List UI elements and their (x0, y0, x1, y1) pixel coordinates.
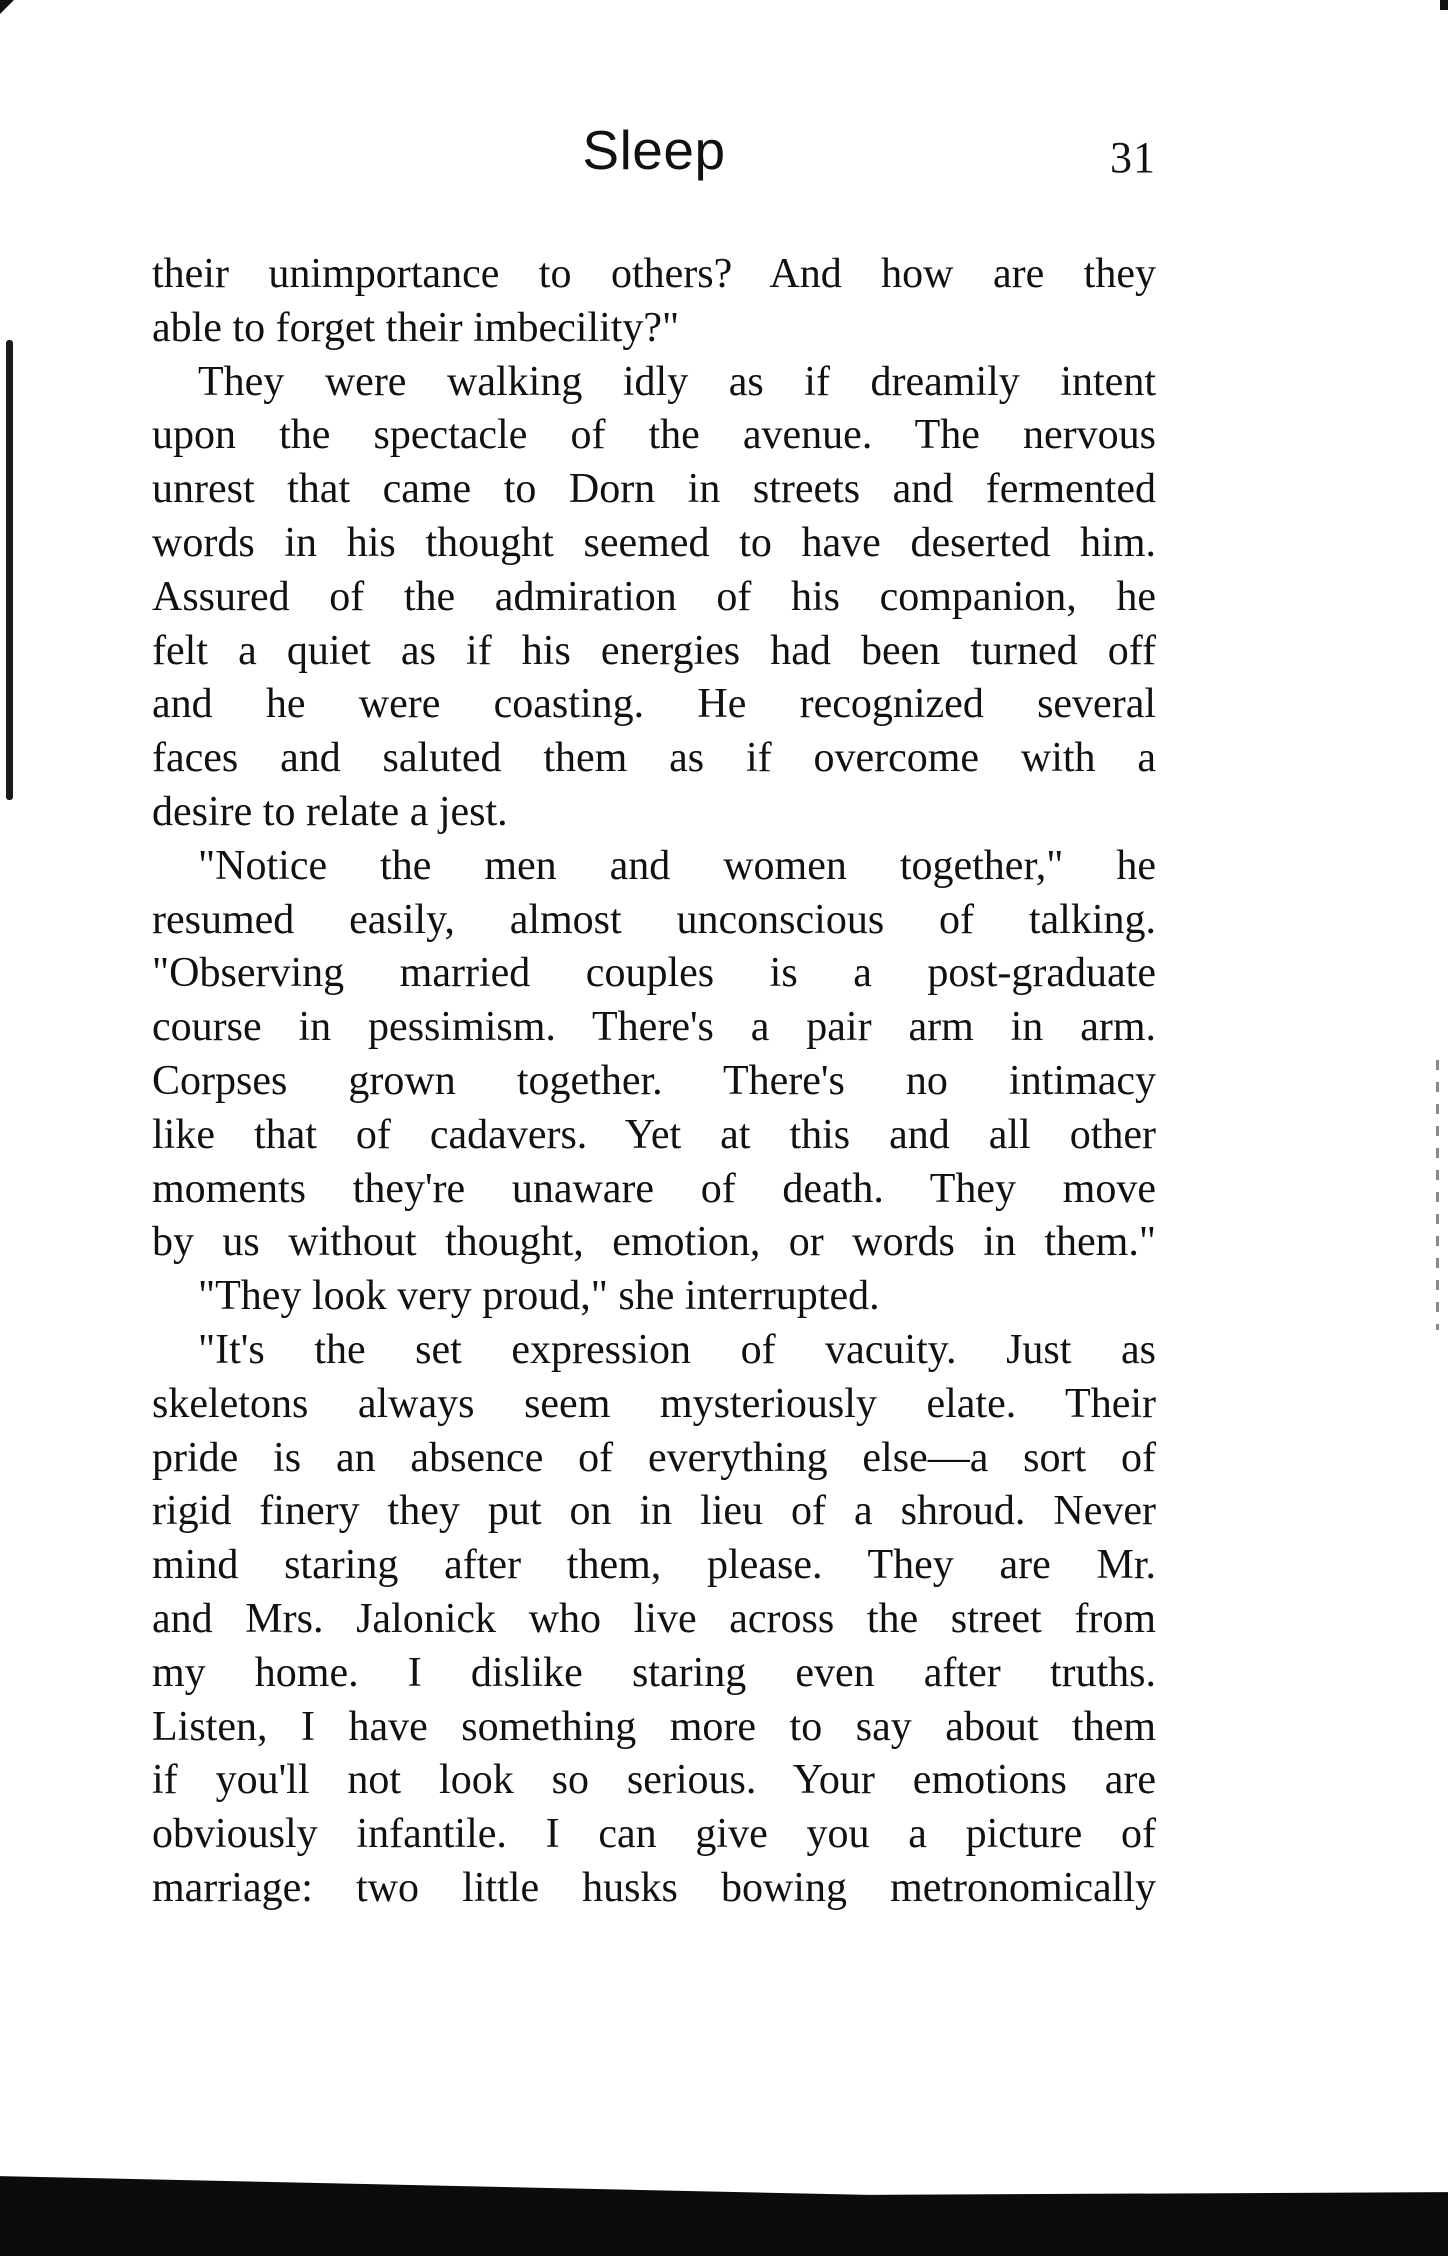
page-header (152, 118, 1156, 198)
text-line: "They look very proud," she interrupted. (198, 1273, 880, 1320)
text-line: marriage: two little husks bowing metronomically (152, 1864, 1156, 1911)
text-line: and Mrs. Jalonick who live across the street from (152, 1595, 1156, 1642)
text-line: unrest that came to Dorn in streets and fermented (152, 466, 1156, 513)
scan-margin-marks (1436, 1060, 1439, 1330)
scan-corner-mark (0, 0, 14, 14)
body-text (152, 248, 1156, 1916)
scan-margin-bar (6, 340, 13, 800)
text-line: resumed easily, almost unconscious of talking. (152, 896, 1156, 943)
text-line: upon the spectacle of the avenue. The nervous (152, 412, 1156, 459)
text-line: obviously infantile. I can give you a picture of (152, 1811, 1156, 1858)
text-line: felt a quiet as if his energies had been turned off (152, 627, 1156, 674)
text-line: their unimportance to others? And how are they (152, 251, 1156, 297)
text-line: Corpses grown together. There's no intimacy (152, 1057, 1156, 1104)
text-line: moments they're unaware of death. They move (152, 1165, 1156, 1212)
scan-corner-mark-right (1440, 0, 1448, 10)
text-line: Listen, I have something more to say about them (152, 1703, 1156, 1750)
text-line: "Observing married couples is a post-graduate (152, 950, 1156, 997)
text-line: words in his thought seemed to have deserted him. (152, 519, 1156, 566)
text-line: "It's the set expression of vacuity. Just as (198, 1326, 1156, 1373)
running-title: Sleep (582, 119, 726, 181)
scan-bottom-edge (0, 2162, 1448, 2256)
text-line: Assured of the admiration of his companion, he (152, 573, 1156, 620)
text-line: like that of cadavers. Yet at this and all other (152, 1111, 1156, 1158)
text-line: able to forget their imbecility?" (152, 304, 680, 351)
text-line: by us without thought, emotion, or words in them." (152, 1219, 1156, 1266)
text-line: pride is an absence of everything else—a sort of (152, 1434, 1156, 1481)
text-line: desire to relate a jest. (152, 788, 508, 835)
text-line: rigid finery they put on in lieu of a shroud. Never (152, 1488, 1156, 1535)
text-line: "Notice the men and women together," he (198, 842, 1156, 889)
text-line: mind staring after them, please. They are Mr. (152, 1542, 1156, 1589)
text-line: and he were coasting. He recognized several (152, 681, 1156, 728)
page-number: 31 (1110, 133, 1156, 182)
text-line: faces and saluted them as if overcome with a (152, 735, 1156, 782)
text-line: my home. I dislike staring even after truths. (152, 1649, 1156, 1696)
text-line: if you'll not look so serious. Your emotions are (152, 1757, 1156, 1804)
text-line: course in pessimism. There's a pair arm in arm. (152, 1004, 1156, 1051)
text-line: skeletons always seem mysteriously elate. Their (152, 1380, 1156, 1427)
text-line: They were walking idly as if dreamily intent (198, 358, 1156, 405)
